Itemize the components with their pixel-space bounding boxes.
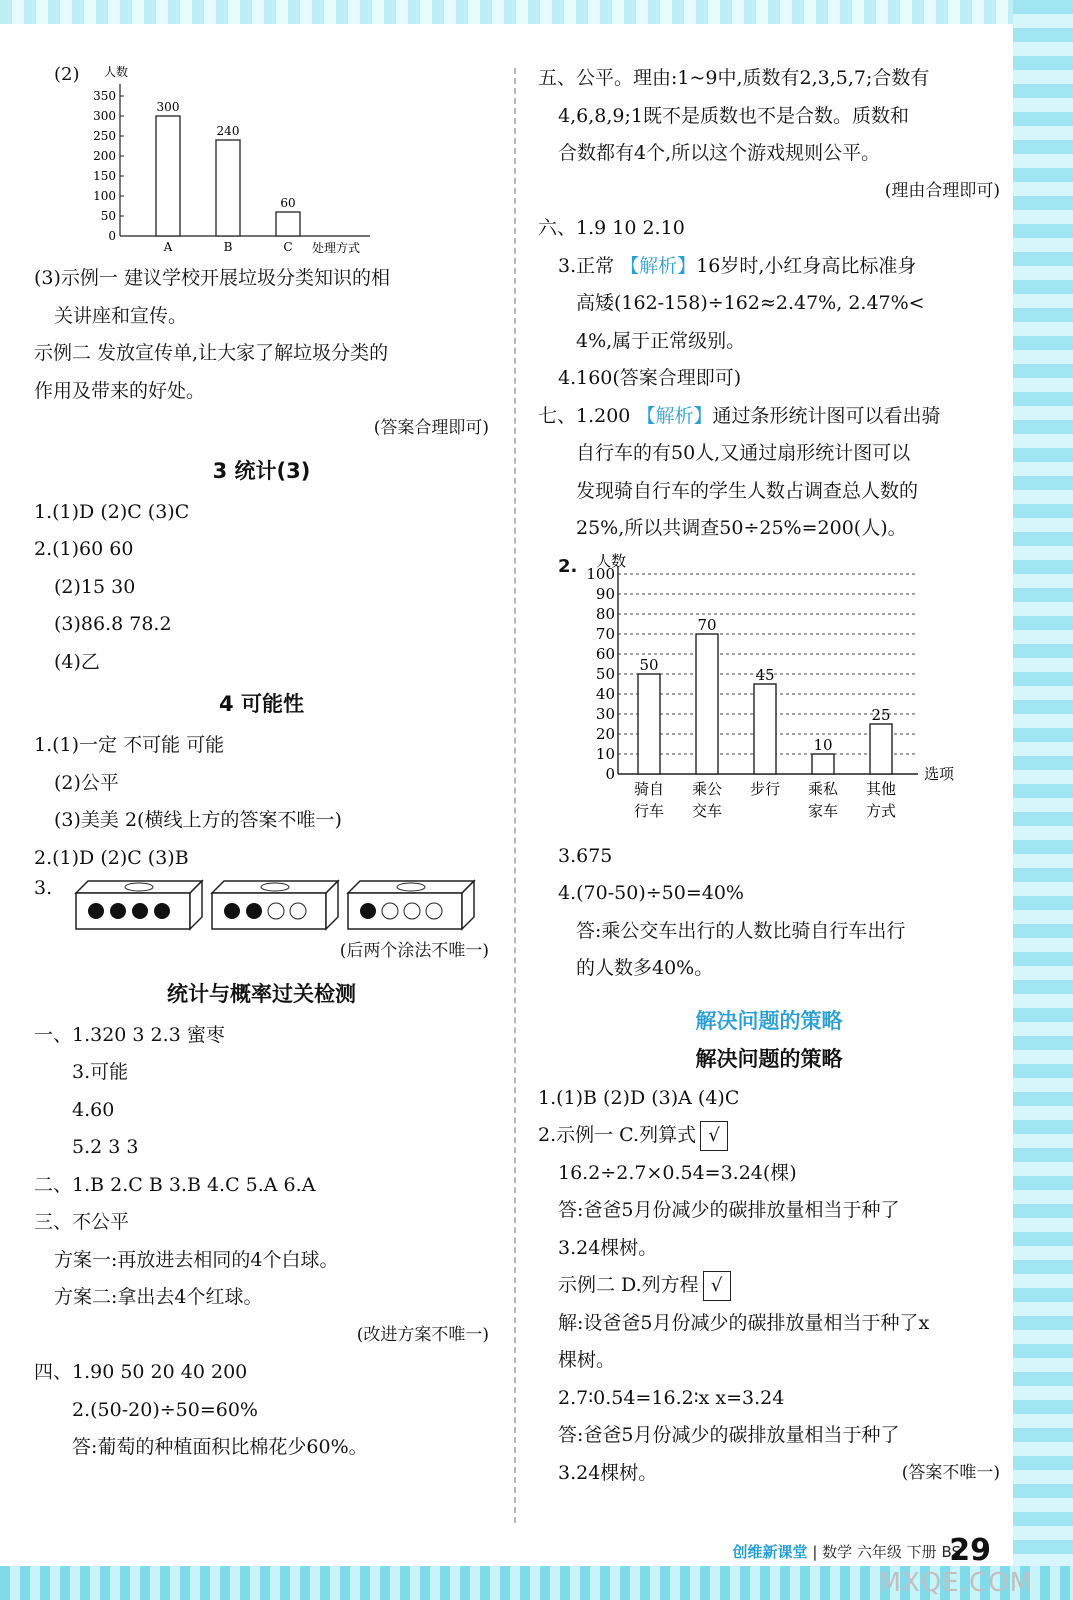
q3-line1: (3)示例一 建议学校开展垃圾分类知识的相: [34, 267, 390, 289]
s4-q1a: 1.(1)一定 不可能 可能: [34, 734, 225, 756]
r6-4: 4.160(答案合理即可): [558, 367, 742, 389]
r7-1c: 发现骑自行车的学生人数占调查总人数的: [576, 479, 919, 502]
chart2-ylabel: 人数: [596, 551, 627, 570]
s-q2-ex2-label: 示例二 D.列方程: [558, 1274, 699, 1296]
s-q2-note: (答案不唯一): [901, 1462, 1000, 1483]
watermark: MXQE.COM: [878, 1568, 1033, 1598]
t3-note: (改进方案不唯一): [356, 1324, 489, 1345]
r6-3a-pre: 3.正常: [558, 254, 621, 277]
chart2-category-label: 步行: [749, 779, 781, 798]
box-4-black-balls: [74, 879, 204, 931]
chart2-value-label: 10: [813, 735, 833, 754]
waste-handling-bar-chart: [64, 60, 444, 260]
r6-3c: 4%,属于正常级别。: [576, 329, 746, 352]
t4-2: 2.(50-20)÷50=60%: [72, 1398, 258, 1421]
r6-3b: 高矮(162-158)÷162≈2.47%, 2.47%<: [576, 292, 925, 314]
chart1-tick-label: 350: [93, 89, 116, 103]
chart2-xlabel: 选项: [924, 764, 955, 783]
chart1-tick-label: 150: [93, 169, 116, 183]
chart1-tick-label: 0: [108, 229, 116, 243]
r5-3: 合数都有4个,所以这个游戏规则公平。: [558, 142, 881, 164]
chart1-tick-label: 200: [93, 149, 116, 163]
r6-3a: [538, 248, 1000, 286]
r7-3: 3.675: [558, 844, 613, 867]
s-q2-l6: 解:设爸爸5月份减少的碳排放量相当于种了x: [558, 1311, 930, 1334]
chart2-label: 2.: [558, 555, 578, 577]
r6-1: 六、1.9 10 2.10: [538, 217, 685, 239]
chart2-category-label: 行车: [633, 801, 665, 820]
s-q2-l7: 棵树。: [558, 1349, 616, 1371]
r7-4b: 的人数多40%。: [576, 957, 714, 979]
chart2-category-label: 家车: [807, 801, 839, 820]
chart2-category-label: 乘公: [691, 779, 723, 798]
q3-note: (答案合理即可): [373, 418, 489, 438]
chart2-tick-label: 0: [605, 764, 615, 783]
strategy-title: 解决问题的策略: [695, 1046, 843, 1071]
s3-q2d: (4)乙: [54, 650, 100, 673]
chart1-category-label: B: [223, 240, 233, 254]
box-1-black-ball: [346, 879, 476, 931]
r7-1d: 25%,所以共调查50÷25%=200(人)。: [576, 517, 907, 539]
chart2-tick-label: 60: [595, 644, 615, 663]
s-q2-l10-text: 3.24棵树。: [558, 1461, 658, 1484]
chart2-bar: [812, 754, 834, 774]
s3-q2a: 2.(1)60 60: [34, 538, 134, 560]
chart1-value-label: 300: [156, 100, 180, 114]
s-q2-l4: 3.24棵树。: [558, 1236, 658, 1259]
chart2-bar: [638, 674, 660, 774]
chart2-tick-label: 40: [595, 684, 615, 703]
box-2-black-balls: [210, 879, 340, 931]
s-q2-l2: 16.2÷2.7×0.54=3.24(棵): [558, 1161, 797, 1184]
q3-line2: 关讲座和宣传。: [54, 304, 188, 327]
r5-note: (理由合理即可): [884, 180, 1000, 201]
q3-line3: 示例二 发放宣传单,让大家了解垃圾分类的: [34, 342, 389, 364]
s4-q2: 2.(1)D (2)C (3)B: [34, 846, 189, 869]
decorative-top-border: [0, 0, 1073, 24]
chart1-tick-label: 300: [93, 109, 116, 123]
r7-1a-pre: 七、1.200: [538, 404, 637, 427]
brand-name: 创维新课堂: [732, 1543, 808, 1561]
s4-q1b: (2)公平: [54, 771, 119, 794]
r6-3a-post: 16岁时,小红身高比标准身: [696, 254, 917, 277]
chart2-value-label: 45: [755, 665, 775, 684]
chart1-bar: [216, 140, 240, 236]
t4-1: 四、1.90 50 20 40 200: [34, 1361, 248, 1383]
s-q2-l10: [538, 1455, 1000, 1493]
s-q2-l9: 答:爸爸5月份减少的碳排放量相当于种了: [558, 1424, 900, 1446]
chart2-tick-label: 100: [586, 564, 615, 583]
s3-q2b: (2)15 30: [54, 575, 136, 598]
r7-4a: 答:乘公交车出行的人数比骑自行车出行: [576, 919, 906, 942]
t3-a: 方案一:再放进去相同的4个白球。: [54, 1248, 339, 1271]
t2: 二、1.B 2.C B 3.B 4.C 5.A 6.A: [34, 1173, 316, 1196]
t1-5: 5.2 3 3: [72, 1136, 139, 1158]
travel-mode-bar-chart: [572, 548, 992, 838]
t1-4: 4.60: [72, 1098, 115, 1121]
chart2-tick-label: 80: [595, 604, 615, 623]
chart1-value-label: 240: [216, 124, 240, 138]
chart1-block: [34, 60, 489, 260]
chart1-xlabel: 处理方式: [312, 241, 361, 255]
section-4-title: 4 可能性: [219, 692, 304, 716]
s-q2-l8: 2.7∶0.54=16.2∶x x=3.24: [558, 1386, 785, 1409]
t3: 三、不公平: [34, 1211, 130, 1233]
chart2-tick-label: 70: [595, 624, 615, 643]
chart2-category-label: 骑自: [633, 779, 665, 798]
r5-1: 五、公平。理由:1~9中,质数有2,3,5,7;合数有: [538, 67, 930, 89]
chart2-tick-label: 20: [595, 724, 615, 743]
book-info: | 数学 六年级 下册 BS: [812, 1543, 961, 1561]
t3-b: 方案二:拿出去4个红球。: [54, 1286, 263, 1308]
chart1-label: (2): [54, 64, 80, 85]
right-column: [538, 60, 1000, 1492]
section-3-title: 3 统计(3): [212, 458, 311, 483]
chart2-tick-label: 30: [595, 704, 615, 723]
chart1-value-label: 60: [280, 196, 296, 210]
t1-3: 3.可能: [72, 1061, 129, 1083]
test-title: 统计与概率过关检测: [167, 981, 356, 1006]
page-number: 29: [949, 1533, 991, 1568]
left-column: [34, 60, 489, 1467]
chart2-bar: [696, 634, 718, 774]
chart2-value-label: 50: [639, 655, 659, 674]
t1-1: 一、1.320 3 2.3 蜜枣: [34, 1023, 225, 1046]
chart2-block: [538, 548, 1000, 838]
r7-1b: 自行车的有50人,又通过扇形统计图可以: [576, 442, 911, 464]
chart2-tick-label: 50: [595, 664, 615, 683]
s-q2-l3: 答:爸爸5月份减少的碳排放量相当于种了: [558, 1199, 900, 1221]
s4-q1c: (3)美美 2(横线上方的答案不唯一): [54, 809, 342, 831]
s-q2-ex2: [538, 1267, 1000, 1305]
r7-4: 4.(70-50)÷50=40%: [558, 882, 744, 904]
chart1-ylabel: 人数: [104, 65, 129, 79]
check-mark-box-2: √: [703, 1271, 731, 1301]
analysis-tag: 【解析】: [636, 404, 713, 427]
decorative-right-border: [1013, 0, 1073, 1600]
r7-1a: [538, 398, 1000, 436]
s4-q3-label: 3.: [34, 877, 53, 899]
check-mark-box-1: √: [700, 1121, 728, 1151]
chart2-bar: [754, 684, 776, 774]
chart1-category-label: A: [163, 240, 173, 254]
column-divider: [514, 68, 516, 1523]
chart2-bar: [870, 724, 892, 774]
chart1-tick-label: 100: [93, 189, 116, 203]
r5-2: 4,6,8,9;1既不是质数也不是合数。质数和: [558, 104, 909, 127]
chart1-bar: [276, 212, 300, 236]
chart1-tick-label: 50: [100, 209, 116, 223]
chart2-category-label: 交车: [691, 801, 723, 820]
chart1-bar: [156, 116, 180, 236]
s-q1: 1.(1)B (2)D (3)A (4)C: [538, 1086, 740, 1109]
q3-line4: 作用及带来的好处。: [34, 379, 206, 402]
chart1-tick-label: 250: [93, 129, 116, 143]
s4-q3-row: [34, 877, 489, 933]
s3-q1: 1.(1)D (2)C (3)C: [34, 500, 190, 523]
s-q2-row: [538, 1117, 1000, 1155]
t4-answer: 答:葡萄的种植面积比棉花少60%。: [72, 1436, 368, 1458]
chart2-value-label: 70: [697, 615, 717, 634]
s3-q2c: (3)86.8 78.2: [54, 613, 172, 635]
chart2-category-label: 其他: [865, 779, 897, 798]
chart1-category-label: C: [283, 240, 293, 254]
chart2-category-label: 方式: [865, 801, 897, 820]
chart2-value-label: 25: [871, 705, 891, 724]
s4-q3-note: (后两个涂法不唯一): [339, 941, 489, 961]
s-q2-pre: 2.示例一 C.列算式: [538, 1124, 697, 1146]
chart2-tick-label: 90: [595, 584, 615, 603]
r7-1a-post: 通过条形统计图可以看出骑: [712, 404, 941, 427]
analysis-tag: 【解析】: [620, 254, 697, 277]
ball-boxes: [74, 879, 476, 931]
chart2-tick-label: 10: [595, 744, 615, 763]
footer-info: [733, 1541, 961, 1562]
strategy-header: 解决问题的策略: [695, 1008, 843, 1033]
chart2-category-label: 乘私: [807, 779, 839, 798]
